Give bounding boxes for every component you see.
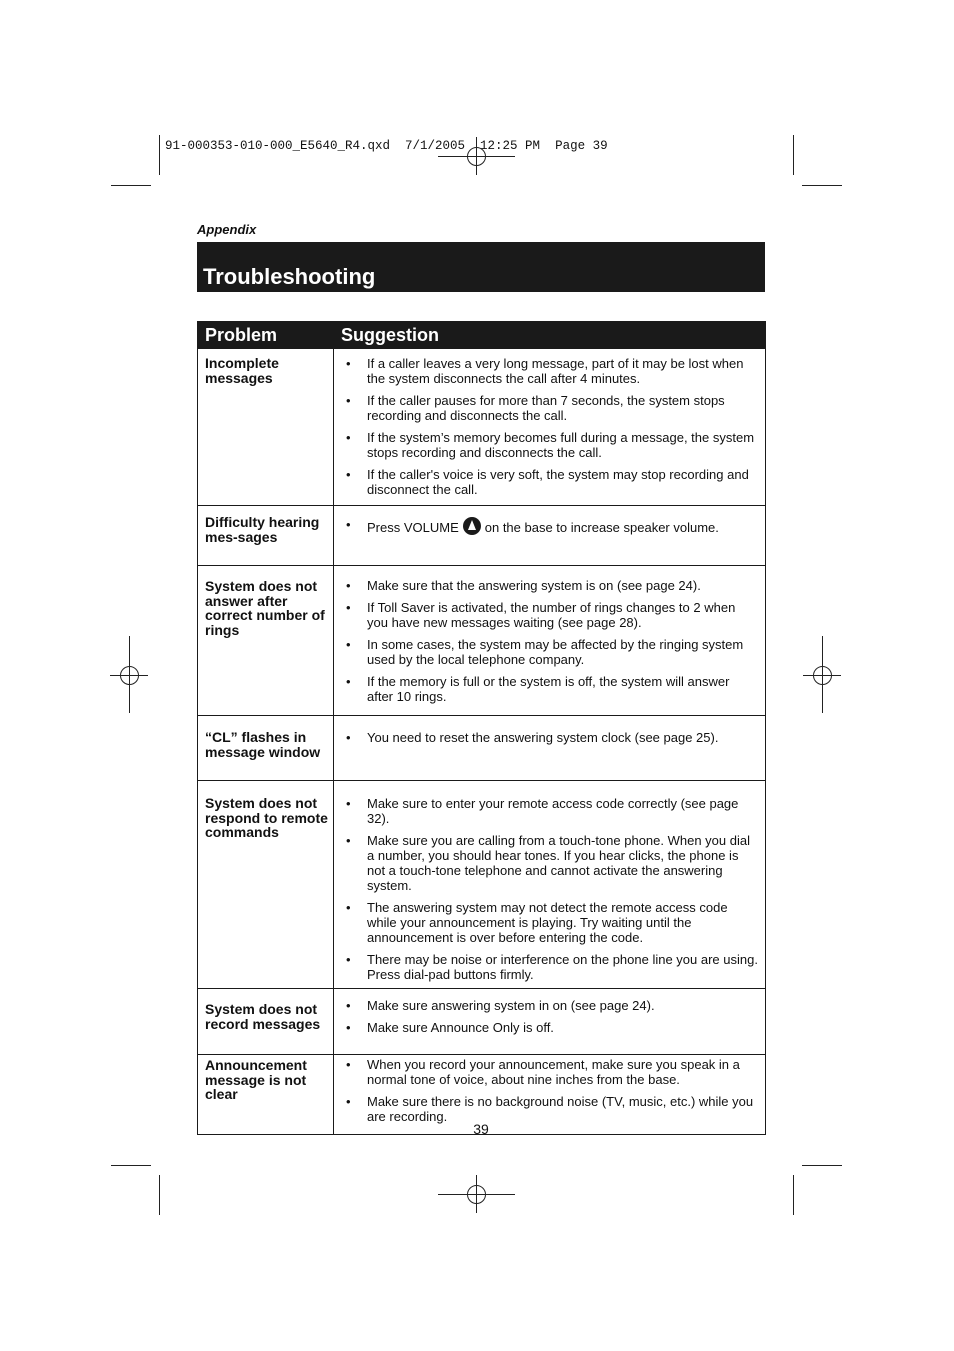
- registration-circle: [813, 666, 832, 685]
- suggestion-cell: [334, 566, 766, 716]
- suggestion-list: [345, 998, 759, 1035]
- suggestion-item: • If the memory is full or the system is off, the system will answer after 10 rings.: [346, 674, 730, 704]
- suggestion-item: • If the caller's voice is very soft, the system may stop recording and disconnect the call.: [346, 467, 749, 497]
- suggestion-item: • Make sure Announce Only is off.: [346, 1020, 554, 1035]
- page-title: Troubleshooting: [203, 264, 376, 289]
- crop-mark: [802, 1165, 842, 1166]
- problem-cell: System does not respond to remote commands: [198, 781, 334, 989]
- problem-cell: System does not answer after correct number of rings: [198, 566, 334, 716]
- table-row: [198, 716, 766, 781]
- table-row: [198, 349, 766, 506]
- problem-cell: System does not record messages: [198, 989, 334, 1055]
- crop-mark: [111, 185, 151, 186]
- title-bar: [197, 242, 765, 292]
- suggestion-item: • There may be noise or interference on the phone line you are using. Press dial-pad buttons firmly.: [346, 952, 758, 982]
- crop-mark: [111, 1165, 151, 1166]
- problem-cell: Incomplete messages: [198, 349, 334, 506]
- suggestion-list: [345, 517, 759, 535]
- suggestion-item: • Make sure there is no background noise (TV, music, etc.) while you are recording.: [346, 1094, 754, 1124]
- problem-cell: Announcement message is not clear: [198, 1055, 334, 1135]
- suggestion-list: [345, 796, 759, 982]
- column-header-suggestion: Suggestion: [334, 322, 766, 349]
- suggestion-list: [345, 1057, 759, 1124]
- suggestion-item: • When you record your announcement, make sure you speak in a normal tone of voice, about nine inches from the base.: [346, 1057, 740, 1087]
- problem-cell: Difficulty hearing mes-sages: [198, 506, 334, 566]
- suggestion-item: • Press VOLUME on the base to increase speaker volume.: [346, 517, 719, 535]
- registration-circle: [467, 1185, 486, 1204]
- suggestion-item: • Make sure to enter your remote access code correctly (see page 32).: [346, 796, 739, 826]
- suggestion-item: • If the system’s memory becomes full during a message, the system stops recording and disconnects the call.: [346, 430, 755, 460]
- suggestion-item: • You need to reset the answering system clock (see page 25).: [346, 730, 719, 745]
- table-row: [198, 506, 766, 566]
- suggestion-item: • If a caller leaves a very long message, part of it may be lost when the system disconnects the call after 4 minutes.: [346, 356, 744, 386]
- column-header-problem: Problem: [198, 322, 334, 349]
- suggestion-cell: [334, 506, 766, 566]
- suggestion-list: [345, 356, 759, 497]
- troubleshooting-table: [197, 321, 766, 1135]
- crop-mark: [159, 135, 160, 175]
- suggestion-list: [345, 730, 759, 745]
- suggestion-cell: [334, 781, 766, 989]
- print-slug: 91-000353-010-000_E5640_R4.qxd 7/1/2005 12:25 PM Page 39: [165, 139, 608, 153]
- suggestion-cell: [334, 989, 766, 1055]
- suggestion-item: • Make sure that the answering system is on (see page 24).: [346, 578, 701, 593]
- suggestion-item: • The answering system may not detect the remote access code while your announcement is playing. Try waiting until the announcement is over before entering the code.: [346, 900, 728, 945]
- crop-mark: [793, 135, 794, 175]
- suggestion-list: [345, 578, 759, 704]
- crop-mark: [159, 1175, 160, 1215]
- registration-circle: [120, 666, 139, 685]
- problem-cell: “CL” flashes in message window: [198, 716, 334, 781]
- table-header-row: [198, 322, 766, 349]
- suggestion-item: • Make sure answering system in on (see page 24).: [346, 998, 655, 1013]
- suggestion-item: • If Toll Saver is activated, the number of rings changes to 2 when you have new messages waiting (see page 28).: [346, 600, 736, 630]
- crop-mark: [793, 1175, 794, 1215]
- page-number: 39: [473, 1121, 489, 1137]
- table-row: [198, 566, 766, 716]
- suggestion-item: • In some cases, the system may be affected by the ringing system used by the local telephone company.: [346, 637, 744, 667]
- table-row: [198, 781, 766, 989]
- suggestion-cell: [334, 349, 766, 506]
- table-row: [198, 989, 766, 1055]
- suggestion-item: • Make sure you are calling from a touch-tone phone. When you dial a number, you should hear tones. If you hear clicks, the phone is not a touch-tone telephone and cannot activate the answering system.: [346, 833, 750, 893]
- section-label: Appendix: [197, 222, 257, 237]
- suggestion-item: • If the caller pauses for more than 7 seconds, the system stops recording and disconnects the call.: [346, 393, 725, 423]
- suggestion-cell: [334, 716, 766, 781]
- volume-up-icon: [463, 517, 481, 535]
- crop-mark: [802, 185, 842, 186]
